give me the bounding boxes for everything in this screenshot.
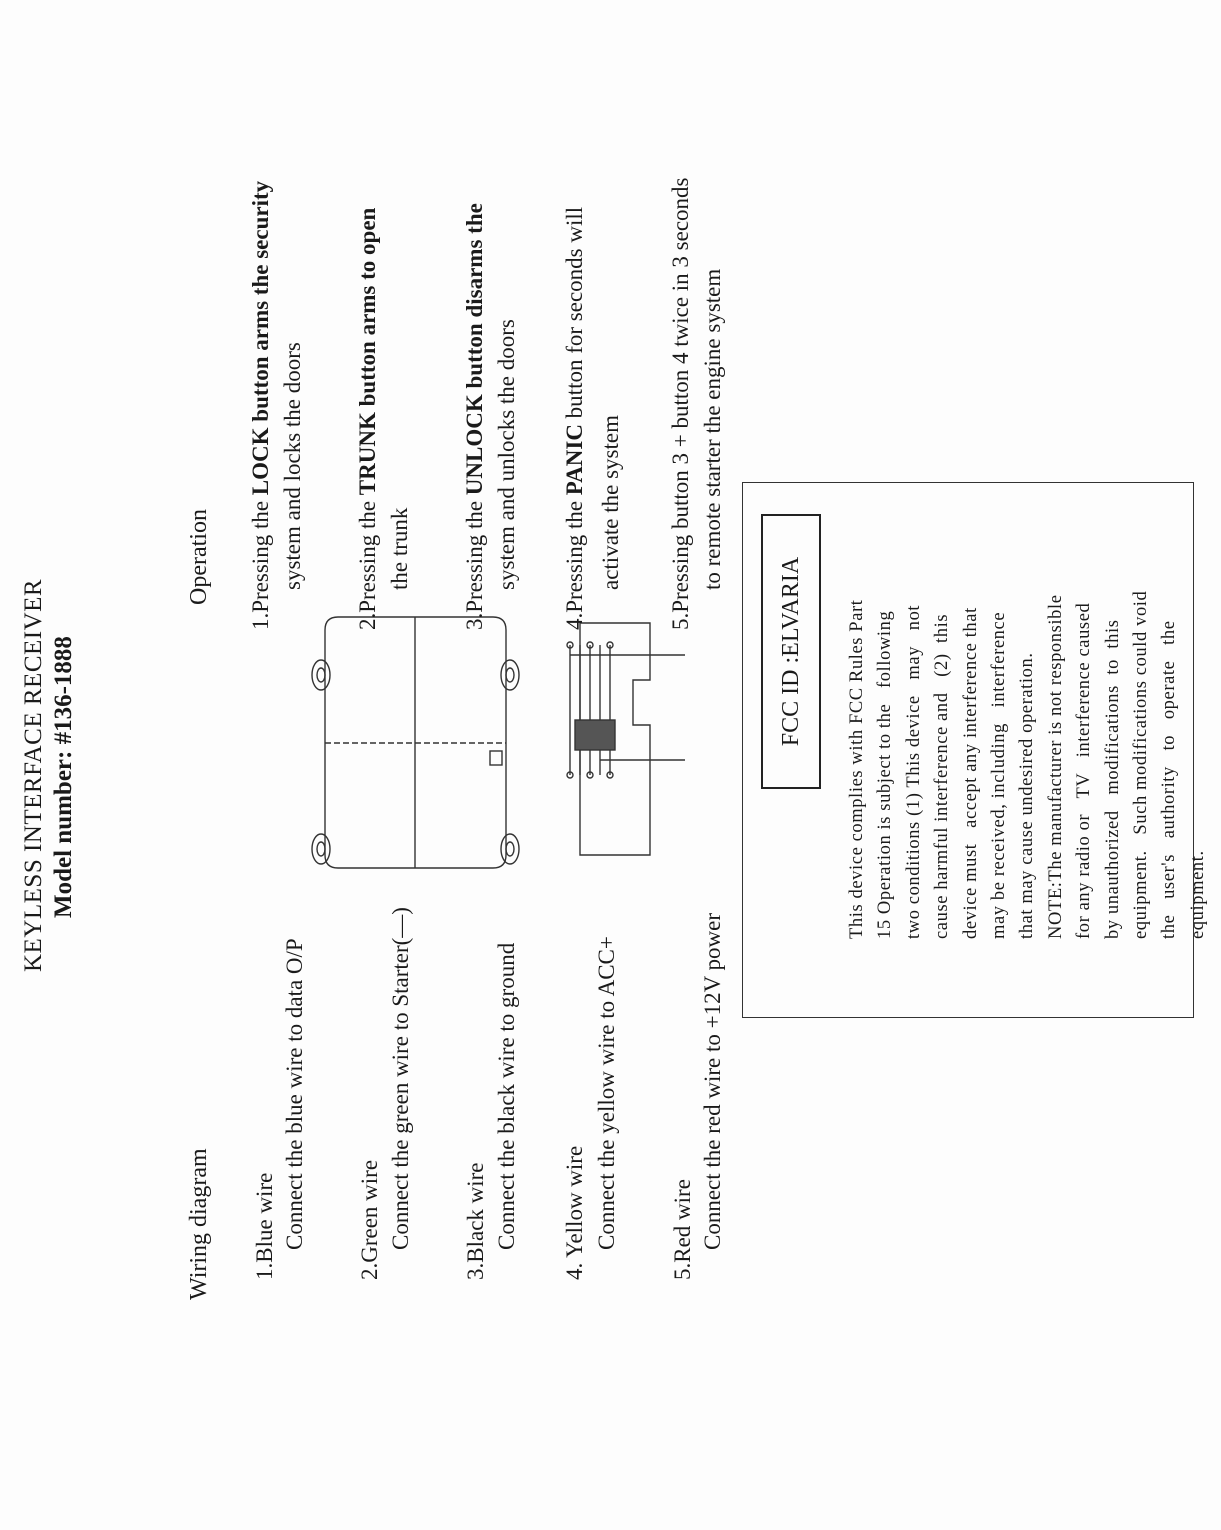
operation-5-line-2: to remote starter the engine system: [700, 268, 725, 590]
fcc-notice-text: This device complies with FCC Rules Part 15 Operation is subject to the following two conditions (1) This device may not cause harmful interference and (2) this device must accept any interference that may be received, including interference that may cause undesired operation. NOTE:The manufacturer is not responsible for any radio or TV interference caused by unauthorized modifications to this equipment. Such modifications could void the user's authority to operate the equipment.: [847, 590, 1208, 939]
operation-5-line-1: 5.Pressing button 3 + button 4 twice in 3 seconds: [668, 177, 693, 630]
operation-1-line-1: 1.Pressing the LOCK button arms the security: [248, 180, 273, 630]
car-module: [490, 751, 502, 765]
wiring-diagram: [305, 595, 715, 885]
document-title: KEYLESS INTERFACE RECEIVER: [20, 578, 47, 972]
wire-4-instruction: Connect the yellow wire to ACC+: [594, 936, 619, 1250]
wire-1-name: 1.Blue wire: [252, 1172, 277, 1280]
operation-1-line-2: system and locks the doors: [280, 342, 305, 590]
wire-5-instruction: Connect the red wire to +12V power: [700, 912, 725, 1250]
operation-2-line-1: 2.Pressing the TRUNK button arms to open: [355, 207, 380, 630]
operation-4-line-2: activate the system: [598, 415, 623, 590]
car-wheel-3: [501, 834, 519, 864]
wire-harness: [570, 645, 685, 775]
wiring-heading: Wiring diagram: [186, 1148, 212, 1300]
wire-3-name: 3.Black wire: [463, 1162, 488, 1280]
car-wheel-4: [501, 660, 519, 690]
connector-block: [575, 720, 615, 750]
car-wheel-1: [312, 834, 330, 864]
operation-3-line-1: 3.Pressing the UNLOCK button disarms the: [462, 203, 487, 630]
wire-2-name: 2.Green wire: [357, 1159, 382, 1280]
wire-5-name: 5.Red wire: [670, 1179, 695, 1280]
fcc-notice-box: [742, 482, 1208, 1018]
operation-heading: Operation: [186, 509, 212, 605]
car-wheel-2: [312, 660, 330, 690]
wire-1-instruction: Connect the blue wire to data O/P: [282, 938, 307, 1250]
wire-3-instruction: Connect the black wire to ground: [494, 942, 519, 1250]
model-number: Model number: #136-1888: [50, 636, 77, 918]
fcc-id-label: FCC ID :ELVARIA: [761, 514, 821, 789]
operation-2-line-2: the trunk: [387, 507, 412, 590]
operation-3-line-2: system and unlocks the doors: [494, 319, 519, 590]
wire-4-name: 4. Yellow wire: [562, 1145, 587, 1280]
wire-2-instruction: Connect the green wire to Starter(—): [388, 907, 413, 1250]
operation-4-line-1: 4.Pressing the PANIC button for seconds will: [562, 206, 587, 630]
